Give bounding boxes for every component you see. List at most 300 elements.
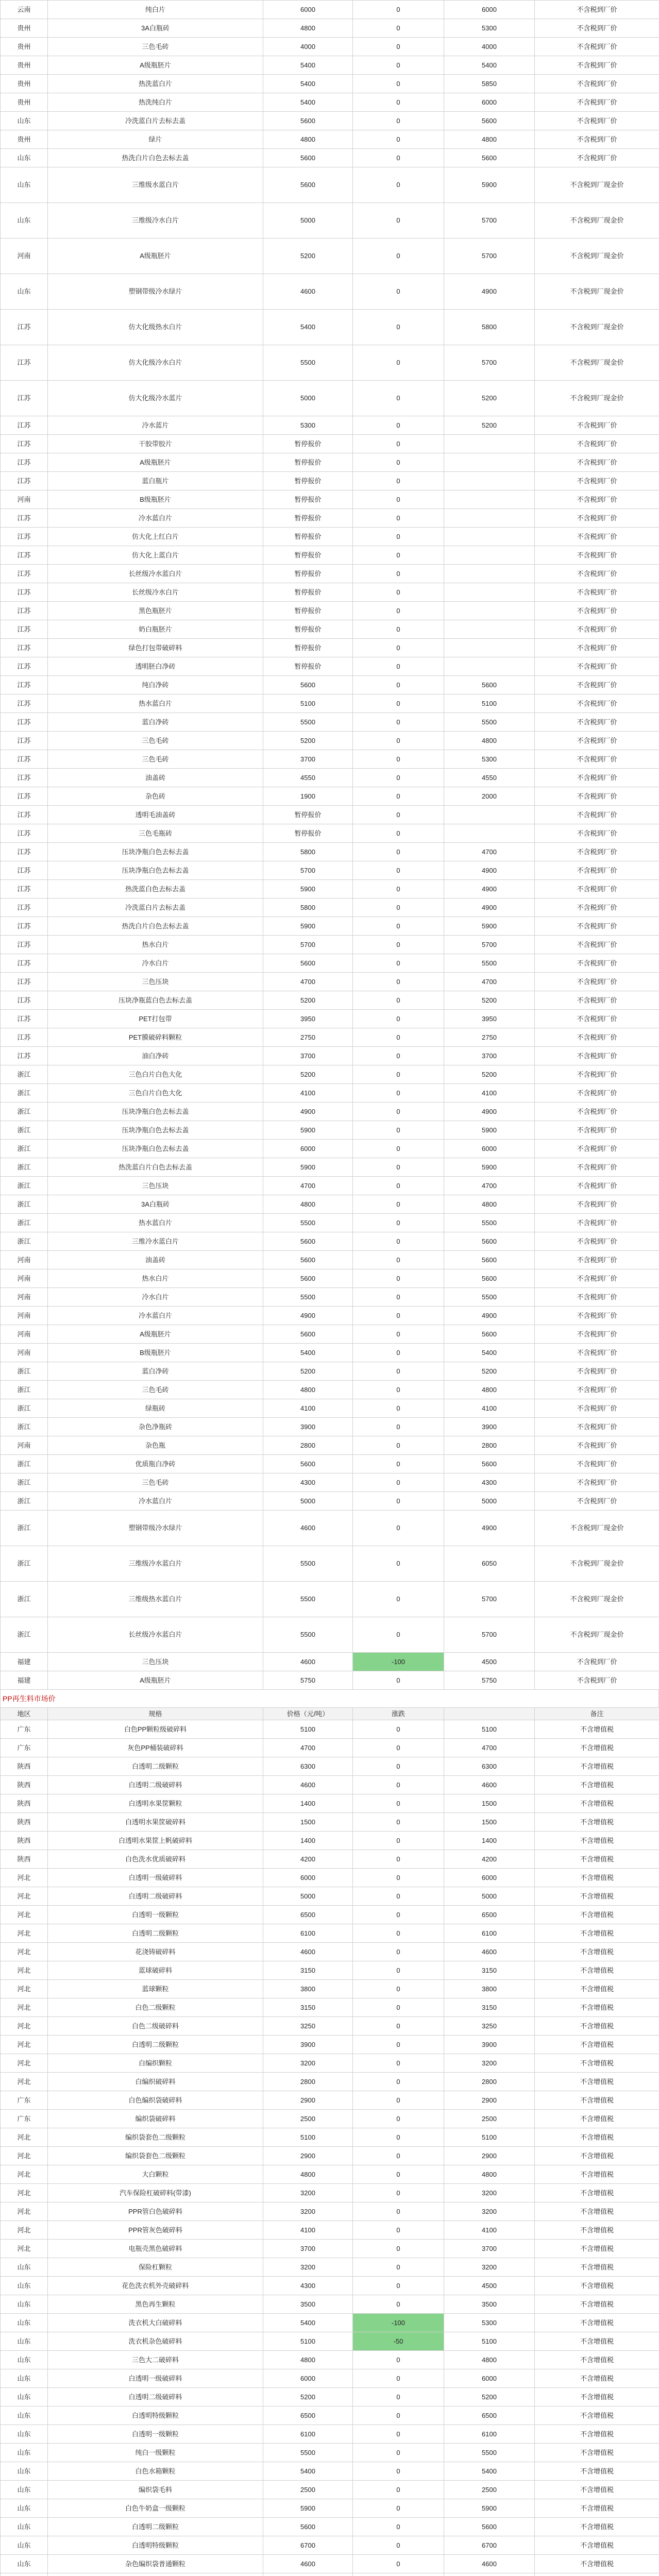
- region-cell: 河南: [1, 1436, 48, 1455]
- price-cell: 5600: [263, 1325, 353, 1344]
- table-row: [1, 2240, 659, 2258]
- region-cell: 江苏: [1, 991, 48, 1010]
- change-cell: -100: [353, 1653, 444, 1671]
- note-cell: 不含税到厂价: [535, 639, 659, 657]
- price-cell: 4100: [263, 2221, 353, 2240]
- region-cell: 浙江: [1, 1214, 48, 1232]
- region-cell: 山东: [1, 2332, 48, 2351]
- prev-price-cell: 4700: [444, 1177, 535, 1195]
- table-row: [1, 56, 659, 75]
- region-cell: 山东: [1, 149, 48, 167]
- spec-cell: 塑钢带级冷水绿片: [48, 274, 263, 310]
- spec-cell: B级瓶胚片: [48, 490, 263, 509]
- prev-price-cell: 4700: [444, 973, 535, 991]
- spec-cell: 冷洗蓝白片去标去盖: [48, 112, 263, 130]
- table-row: [1, 2202, 659, 2221]
- change-cell: 0: [353, 1325, 444, 1344]
- prev-price-cell: 4800: [444, 732, 535, 750]
- change-cell: 0: [353, 130, 444, 149]
- note-cell: 不含增值税: [535, 2518, 659, 2536]
- region-cell: 江苏: [1, 917, 48, 936]
- price-cell: 暂停报价: [263, 824, 353, 843]
- price-cell: 5700: [263, 861, 353, 880]
- change-cell: 0: [353, 1961, 444, 1980]
- table-row: [1, 583, 659, 602]
- prev-price-cell: 4900: [444, 1103, 535, 1121]
- price-cell: 5500: [263, 345, 353, 381]
- spec-cell: 大白颗粒: [48, 2165, 263, 2184]
- spec-cell: 白透明二级颗粒: [48, 2518, 263, 2536]
- prev-price-cell: 5750: [444, 1671, 535, 1690]
- region-cell: 河北: [1, 2128, 48, 2147]
- spec-cell: 编织袋毛料: [48, 2481, 263, 2499]
- region-cell: 江苏: [1, 435, 48, 453]
- price-cell: 5600: [263, 954, 353, 973]
- change-cell: 0: [353, 1671, 444, 1690]
- region-cell: 陕西: [1, 1850, 48, 1869]
- table-row: [1, 239, 659, 274]
- region-cell: 江苏: [1, 472, 48, 490]
- note-cell: 不含税到厂价: [535, 583, 659, 602]
- prev-price-cell: 4600: [444, 2555, 535, 2573]
- note-cell: 不含税到厂价: [535, 732, 659, 750]
- region-cell: 江苏: [1, 565, 48, 583]
- prev-price-cell: [444, 806, 535, 824]
- note-cell: 不含增值税: [535, 1906, 659, 1924]
- table-row: [1, 2573, 659, 2576]
- note-cell: 不含增值税: [535, 2536, 659, 2555]
- region-cell: 浙江: [1, 1232, 48, 1251]
- note-cell: 不含增值税: [535, 2147, 659, 2165]
- price-cell: 5800: [263, 843, 353, 861]
- table-row: [1, 1010, 659, 1028]
- table-row: [1, 1671, 659, 1690]
- prev-price-cell: 6000: [444, 93, 535, 112]
- table-row: [1, 149, 659, 167]
- spec-cell: 灰色PP桶装破碎料: [48, 1739, 263, 1757]
- prev-price-cell: 4900: [444, 274, 535, 310]
- price-cell: 5600: [263, 167, 353, 203]
- price-cell: 5500: [263, 2444, 353, 2462]
- region-cell: 山东: [1, 2295, 48, 2314]
- price-cell: 3150: [263, 1998, 353, 2017]
- prev-price-cell: 6100: [444, 2425, 535, 2444]
- note-cell: 不含增值税: [535, 1998, 659, 2017]
- price-cell: 3700: [263, 750, 353, 769]
- price-cell: 2900: [263, 2091, 353, 2110]
- spec-cell: [48, 2573, 263, 2576]
- note-cell: 不含税到厂现金价: [535, 381, 659, 416]
- region-cell: 广东: [1, 2091, 48, 2110]
- price-cell: 6000: [263, 2369, 353, 2388]
- price-cell: 5750: [263, 1671, 353, 1690]
- spec-cell: A级瓶胚片: [48, 453, 263, 472]
- prev-price-cell: [444, 528, 535, 546]
- spec-cell: PPR管白色破碎料: [48, 2202, 263, 2221]
- spec-cell: 蓝白净砖: [48, 1362, 263, 1381]
- change-cell: 0: [353, 2351, 444, 2369]
- note-cell: 不含税到厂价: [535, 1214, 659, 1232]
- price-cell: 3950: [263, 1010, 353, 1028]
- price-cell: 6100: [263, 2425, 353, 2444]
- region-cell: 江苏: [1, 546, 48, 565]
- price-cell: 5100: [263, 2332, 353, 2351]
- spec-cell: 三色压块: [48, 1177, 263, 1195]
- table-row: [1, 954, 659, 973]
- region-cell: 河南: [1, 1307, 48, 1325]
- region-cell: 浙江: [1, 1546, 48, 1582]
- spec-cell: 压块净瓶白色去标去盖: [48, 843, 263, 861]
- change-cell: 0: [353, 1887, 444, 1906]
- prev-price-cell: 5300: [444, 19, 535, 38]
- note-cell: 不含税到厂价: [535, 1436, 659, 1455]
- column-header: 价格（元/吨）: [263, 1708, 353, 1720]
- price-cell: 5600: [263, 1269, 353, 1288]
- spec-cell: 纯白片: [48, 1, 263, 19]
- table-row: [1, 2481, 659, 2499]
- table-row: [1, 2388, 659, 2406]
- prev-price-cell: 3800: [444, 1980, 535, 1998]
- change-cell: 0: [353, 1455, 444, 1473]
- spec-cell: 白色牛奶盒一级颗粒: [48, 2499, 263, 2518]
- change-cell: 0: [353, 1010, 444, 1028]
- table-row: [1, 787, 659, 806]
- price-cell: 3900: [263, 2036, 353, 2054]
- change-cell: 0: [353, 2518, 444, 2536]
- change-cell: 0: [353, 1850, 444, 1869]
- note-cell: 不含税到厂价: [535, 1455, 659, 1473]
- prev-price-cell: 5600: [444, 1251, 535, 1269]
- prev-price-cell: 6000: [444, 1, 535, 19]
- table-row: [1, 203, 659, 239]
- table-row: [1, 1980, 659, 1998]
- change-cell: 0: [353, 1084, 444, 1103]
- prev-price-cell: 3500: [444, 2295, 535, 2314]
- note-cell: 不含增值税: [535, 1739, 659, 1757]
- table-row: [1, 565, 659, 583]
- price-cell: 暂停报价: [263, 509, 353, 528]
- table-row: [1, 167, 659, 203]
- note-cell: 不含税到厂价: [535, 149, 659, 167]
- prev-price-cell: 6050: [444, 1546, 535, 1582]
- table-row: [1, 93, 659, 112]
- change-cell: 0: [353, 509, 444, 528]
- prev-price-cell: 5600: [444, 112, 535, 130]
- change-cell: 0: [353, 1924, 444, 1943]
- prev-price-cell: 5600: [444, 2518, 535, 2536]
- note-cell: 不含税到厂价: [535, 1047, 659, 1065]
- price-cell: 4800: [263, 130, 353, 149]
- prev-price-cell: 5600: [444, 676, 535, 694]
- price-cell: 4300: [263, 1473, 353, 1492]
- price-cell: 5600: [263, 1251, 353, 1269]
- table-row: [1, 1546, 659, 1582]
- price-cell: 2800: [263, 1436, 353, 1455]
- table-row: [1, 1757, 659, 1776]
- change-cell: 0: [353, 1906, 444, 1924]
- change-cell: 0: [353, 1140, 444, 1158]
- note-cell: 不含税到厂价: [535, 528, 659, 546]
- table-row: [1, 1, 659, 19]
- spec-cell: 热水蓝白片: [48, 694, 263, 713]
- price-cell: 5200: [263, 2388, 353, 2406]
- note-cell: 不含增值税: [535, 2555, 659, 2573]
- prev-price-cell: 2900: [444, 2091, 535, 2110]
- change-cell: 0: [353, 1307, 444, 1325]
- region-cell: 江苏: [1, 899, 48, 917]
- table-row: [1, 2351, 659, 2369]
- change-cell: 0: [353, 1158, 444, 1177]
- change-cell: 0: [353, 1813, 444, 1832]
- table-row: [1, 2277, 659, 2295]
- spec-cell: 杂色砖: [48, 787, 263, 806]
- region-cell: 河北: [1, 1998, 48, 2017]
- spec-cell: 压块净瓶白色去标去盖: [48, 1121, 263, 1140]
- prev-price-cell: 4700: [444, 843, 535, 861]
- table-row: [1, 676, 659, 694]
- note-cell: 不含增值税: [535, 1887, 659, 1906]
- price-cell: 5400: [263, 75, 353, 93]
- change-cell: 0: [353, 112, 444, 130]
- table-row: [1, 1344, 659, 1362]
- spec-cell: 热水白片: [48, 936, 263, 954]
- note-cell: 不含税到厂现金价: [535, 345, 659, 381]
- prev-price-cell: 2500: [444, 2481, 535, 2499]
- region-cell: 河北: [1, 2165, 48, 2184]
- prev-price-cell: [444, 453, 535, 472]
- table-row: [1, 1084, 659, 1103]
- region-cell: 云南: [1, 1, 48, 19]
- note-cell: 不含增值税: [535, 2258, 659, 2277]
- change-cell: 0: [353, 861, 444, 880]
- price-cell: 2500: [263, 2481, 353, 2499]
- table-row: [1, 824, 659, 843]
- table-row: [1, 416, 659, 435]
- note-cell: 不含税到厂现金价: [535, 167, 659, 203]
- prev-price-cell: 6000: [444, 1140, 535, 1158]
- note-cell: 不含税到厂价: [535, 1103, 659, 1121]
- note-cell: 不含税到厂价: [535, 1288, 659, 1307]
- note-cell: 不含税到厂现金价: [535, 1546, 659, 1582]
- table-row: [1, 973, 659, 991]
- region-cell: 河北: [1, 1869, 48, 1887]
- prev-price-cell: [444, 639, 535, 657]
- prev-price-cell: 5700: [444, 203, 535, 239]
- change-cell: 0: [353, 2277, 444, 2295]
- table-row: [1, 2295, 659, 2314]
- table-row: [1, 2258, 659, 2277]
- spec-cell: 冷水蓝白片: [48, 1307, 263, 1325]
- change-cell: 0: [353, 917, 444, 936]
- change-cell: 0: [353, 75, 444, 93]
- note-cell: 不含税到厂价: [535, 620, 659, 639]
- table-row: [1, 1418, 659, 1436]
- spec-cell: 压块净瓶蓝白色去标去盖: [48, 991, 263, 1010]
- change-cell: 0: [353, 620, 444, 639]
- spec-cell: 纯白净砖: [48, 676, 263, 694]
- spec-cell: 三色大二破碎料: [48, 2351, 263, 2369]
- prev-price-cell: 5200: [444, 416, 535, 435]
- spec-cell: 杂色编织袋普通颗粒: [48, 2555, 263, 2573]
- note-cell: 不含税到厂价: [535, 899, 659, 917]
- note-cell: 不含税到厂价: [535, 1195, 659, 1214]
- note-cell: 不含税到厂价: [535, 1399, 659, 1418]
- note-cell: 不含税到厂价: [535, 130, 659, 149]
- change-cell: 0: [353, 1869, 444, 1887]
- note-cell: 不含税到厂价: [535, 1251, 659, 1269]
- note-cell: 不含税到厂价: [535, 1065, 659, 1084]
- price-cell: 4800: [263, 1195, 353, 1214]
- region-cell: 浙江: [1, 1617, 48, 1653]
- table-row: [1, 1325, 659, 1344]
- note-cell: [535, 2573, 659, 2576]
- spec-cell: 奶白瓶胚片: [48, 620, 263, 639]
- table-row: [1, 1492, 659, 1511]
- price-cell: 6000: [263, 1, 353, 19]
- prev-price-cell: 4800: [444, 130, 535, 149]
- note-cell: 不含税到厂价: [535, 936, 659, 954]
- region-cell: 贵州: [1, 93, 48, 112]
- table-row: [1, 2036, 659, 2054]
- table-row: [1, 1362, 659, 1381]
- price-cell: 3500: [263, 2295, 353, 2314]
- spec-cell: 透明胚白净砖: [48, 657, 263, 676]
- table-row: [1, 1924, 659, 1943]
- table-row: [1, 1887, 659, 1906]
- price-cell: 1400: [263, 1832, 353, 1850]
- prev-price-cell: 5800: [444, 310, 535, 345]
- region-cell: 浙江: [1, 1473, 48, 1492]
- table-row: [1, 19, 659, 38]
- prev-price-cell: 2900: [444, 2147, 535, 2165]
- spec-cell: 热洗蓝白片: [48, 75, 263, 93]
- price-cell: 5500: [263, 1582, 353, 1617]
- prev-price-cell: 4500: [444, 1653, 535, 1671]
- change-cell: 0: [353, 2036, 444, 2054]
- spec-cell: 3A白瓶砖: [48, 1195, 263, 1214]
- note-cell: 不含增值税: [535, 2277, 659, 2295]
- price-cell: 暂停报价: [263, 806, 353, 824]
- prev-price-cell: 5200: [444, 381, 535, 416]
- spec-cell: 冷水蓝片: [48, 416, 263, 435]
- spec-cell: 热洗蓝白色去标去盖: [48, 880, 263, 899]
- prev-price-cell: 5400: [444, 2462, 535, 2481]
- change-cell: 0: [353, 345, 444, 381]
- spec-cell: 长丝级冷水蓝白片: [48, 1617, 263, 1653]
- table-row: [1, 310, 659, 345]
- table-row: [1, 1177, 659, 1195]
- spec-cell: 黑色再生颗粒: [48, 2295, 263, 2314]
- spec-cell: 白色二级破碎料: [48, 2017, 263, 2036]
- prev-price-cell: 5100: [444, 2128, 535, 2147]
- note-cell: 不含税到厂价: [535, 1232, 659, 1251]
- table-header-row: [1, 1708, 659, 1720]
- spec-cell: 冷水蓝白片: [48, 509, 263, 528]
- spec-cell: 白透明水果筐颗粒: [48, 1794, 263, 1813]
- change-cell: 0: [353, 435, 444, 453]
- note-cell: 不含增值税: [535, 2202, 659, 2221]
- note-cell: 不含税到厂价: [535, 824, 659, 843]
- spec-cell: A级瓶胚片: [48, 239, 263, 274]
- change-cell: 0: [353, 1720, 444, 1739]
- price-cell: 5000: [263, 203, 353, 239]
- table-row: [1, 1436, 659, 1455]
- price-cell: 3150: [263, 1961, 353, 1980]
- prev-price-cell: 4000: [444, 38, 535, 56]
- note-cell: 不含增值税: [535, 2481, 659, 2499]
- table-row: [1, 546, 659, 565]
- region-cell: 山东: [1, 274, 48, 310]
- region-cell: 广东: [1, 1720, 48, 1739]
- note-cell: 不含税到厂价: [535, 713, 659, 732]
- prev-price-cell: 4100: [444, 1399, 535, 1418]
- price-cell: 3800: [263, 1980, 353, 1998]
- spec-cell: 仿大化上红白片: [48, 528, 263, 546]
- table-row: [1, 435, 659, 453]
- change-cell: 0: [353, 1344, 444, 1362]
- note-cell: 不含税到厂价: [535, 602, 659, 620]
- region-cell: 山东: [1, 2499, 48, 2518]
- region-cell: 山东: [1, 203, 48, 239]
- region-cell: 山东: [1, 2518, 48, 2536]
- prev-price-cell: 4600: [444, 1776, 535, 1794]
- change-cell: 0: [353, 2555, 444, 2573]
- note-cell: 不含增值税: [535, 1776, 659, 1794]
- price-cell: 6300: [263, 1757, 353, 1776]
- prev-price-cell: 5600: [444, 1269, 535, 1288]
- prev-price-cell: [444, 565, 535, 583]
- price-cell: 4800: [263, 2165, 353, 2184]
- note-cell: 不含增值税: [535, 1757, 659, 1776]
- note-cell: 不含税到厂价: [535, 769, 659, 787]
- table-row: [1, 2054, 659, 2073]
- spec-cell: 白透明一级颗粒: [48, 1906, 263, 1924]
- prev-price-cell: [444, 657, 535, 676]
- note-cell: 不含增值税: [535, 2351, 659, 2369]
- price-cell: 暂停报价: [263, 583, 353, 602]
- change-cell: 0: [353, 2091, 444, 2110]
- change-cell: 0: [353, 2054, 444, 2073]
- spec-cell: 白色水箱颗粒: [48, 2462, 263, 2481]
- note-cell: 不含税到厂价: [535, 93, 659, 112]
- region-cell: 浙江: [1, 1492, 48, 1511]
- table-row: [1, 2091, 659, 2110]
- change-cell: 0: [353, 56, 444, 75]
- prev-price-cell: 5100: [444, 1720, 535, 1739]
- region-cell: 江苏: [1, 602, 48, 620]
- price-cell: 5400: [263, 2314, 353, 2332]
- price-cell: 5700: [263, 936, 353, 954]
- note-cell: 不含税到厂价: [535, 75, 659, 93]
- note-cell: 不含增值税: [535, 1924, 659, 1943]
- spec-cell: 杂色净瓶砖: [48, 1418, 263, 1436]
- table-row: [1, 1850, 659, 1869]
- table-row: [1, 2555, 659, 2573]
- pp-price-table: [0, 1707, 659, 2576]
- region-cell: 浙江: [1, 1399, 48, 1418]
- prev-price-cell: 3250: [444, 2017, 535, 2036]
- note-cell: 不含增值税: [535, 1869, 659, 1887]
- spec-cell: 冷水白片: [48, 954, 263, 973]
- note-cell: 不含税到厂现金价: [535, 239, 659, 274]
- price-cell: 1500: [263, 1813, 353, 1832]
- table-row: [1, 1232, 659, 1251]
- prev-price-cell: 5300: [444, 750, 535, 769]
- prev-price-cell: 3900: [444, 1418, 535, 1436]
- price-cell: 1900: [263, 787, 353, 806]
- spec-cell: 白透明二级颗粒: [48, 1757, 263, 1776]
- note-cell: 不含税到厂现金价: [535, 274, 659, 310]
